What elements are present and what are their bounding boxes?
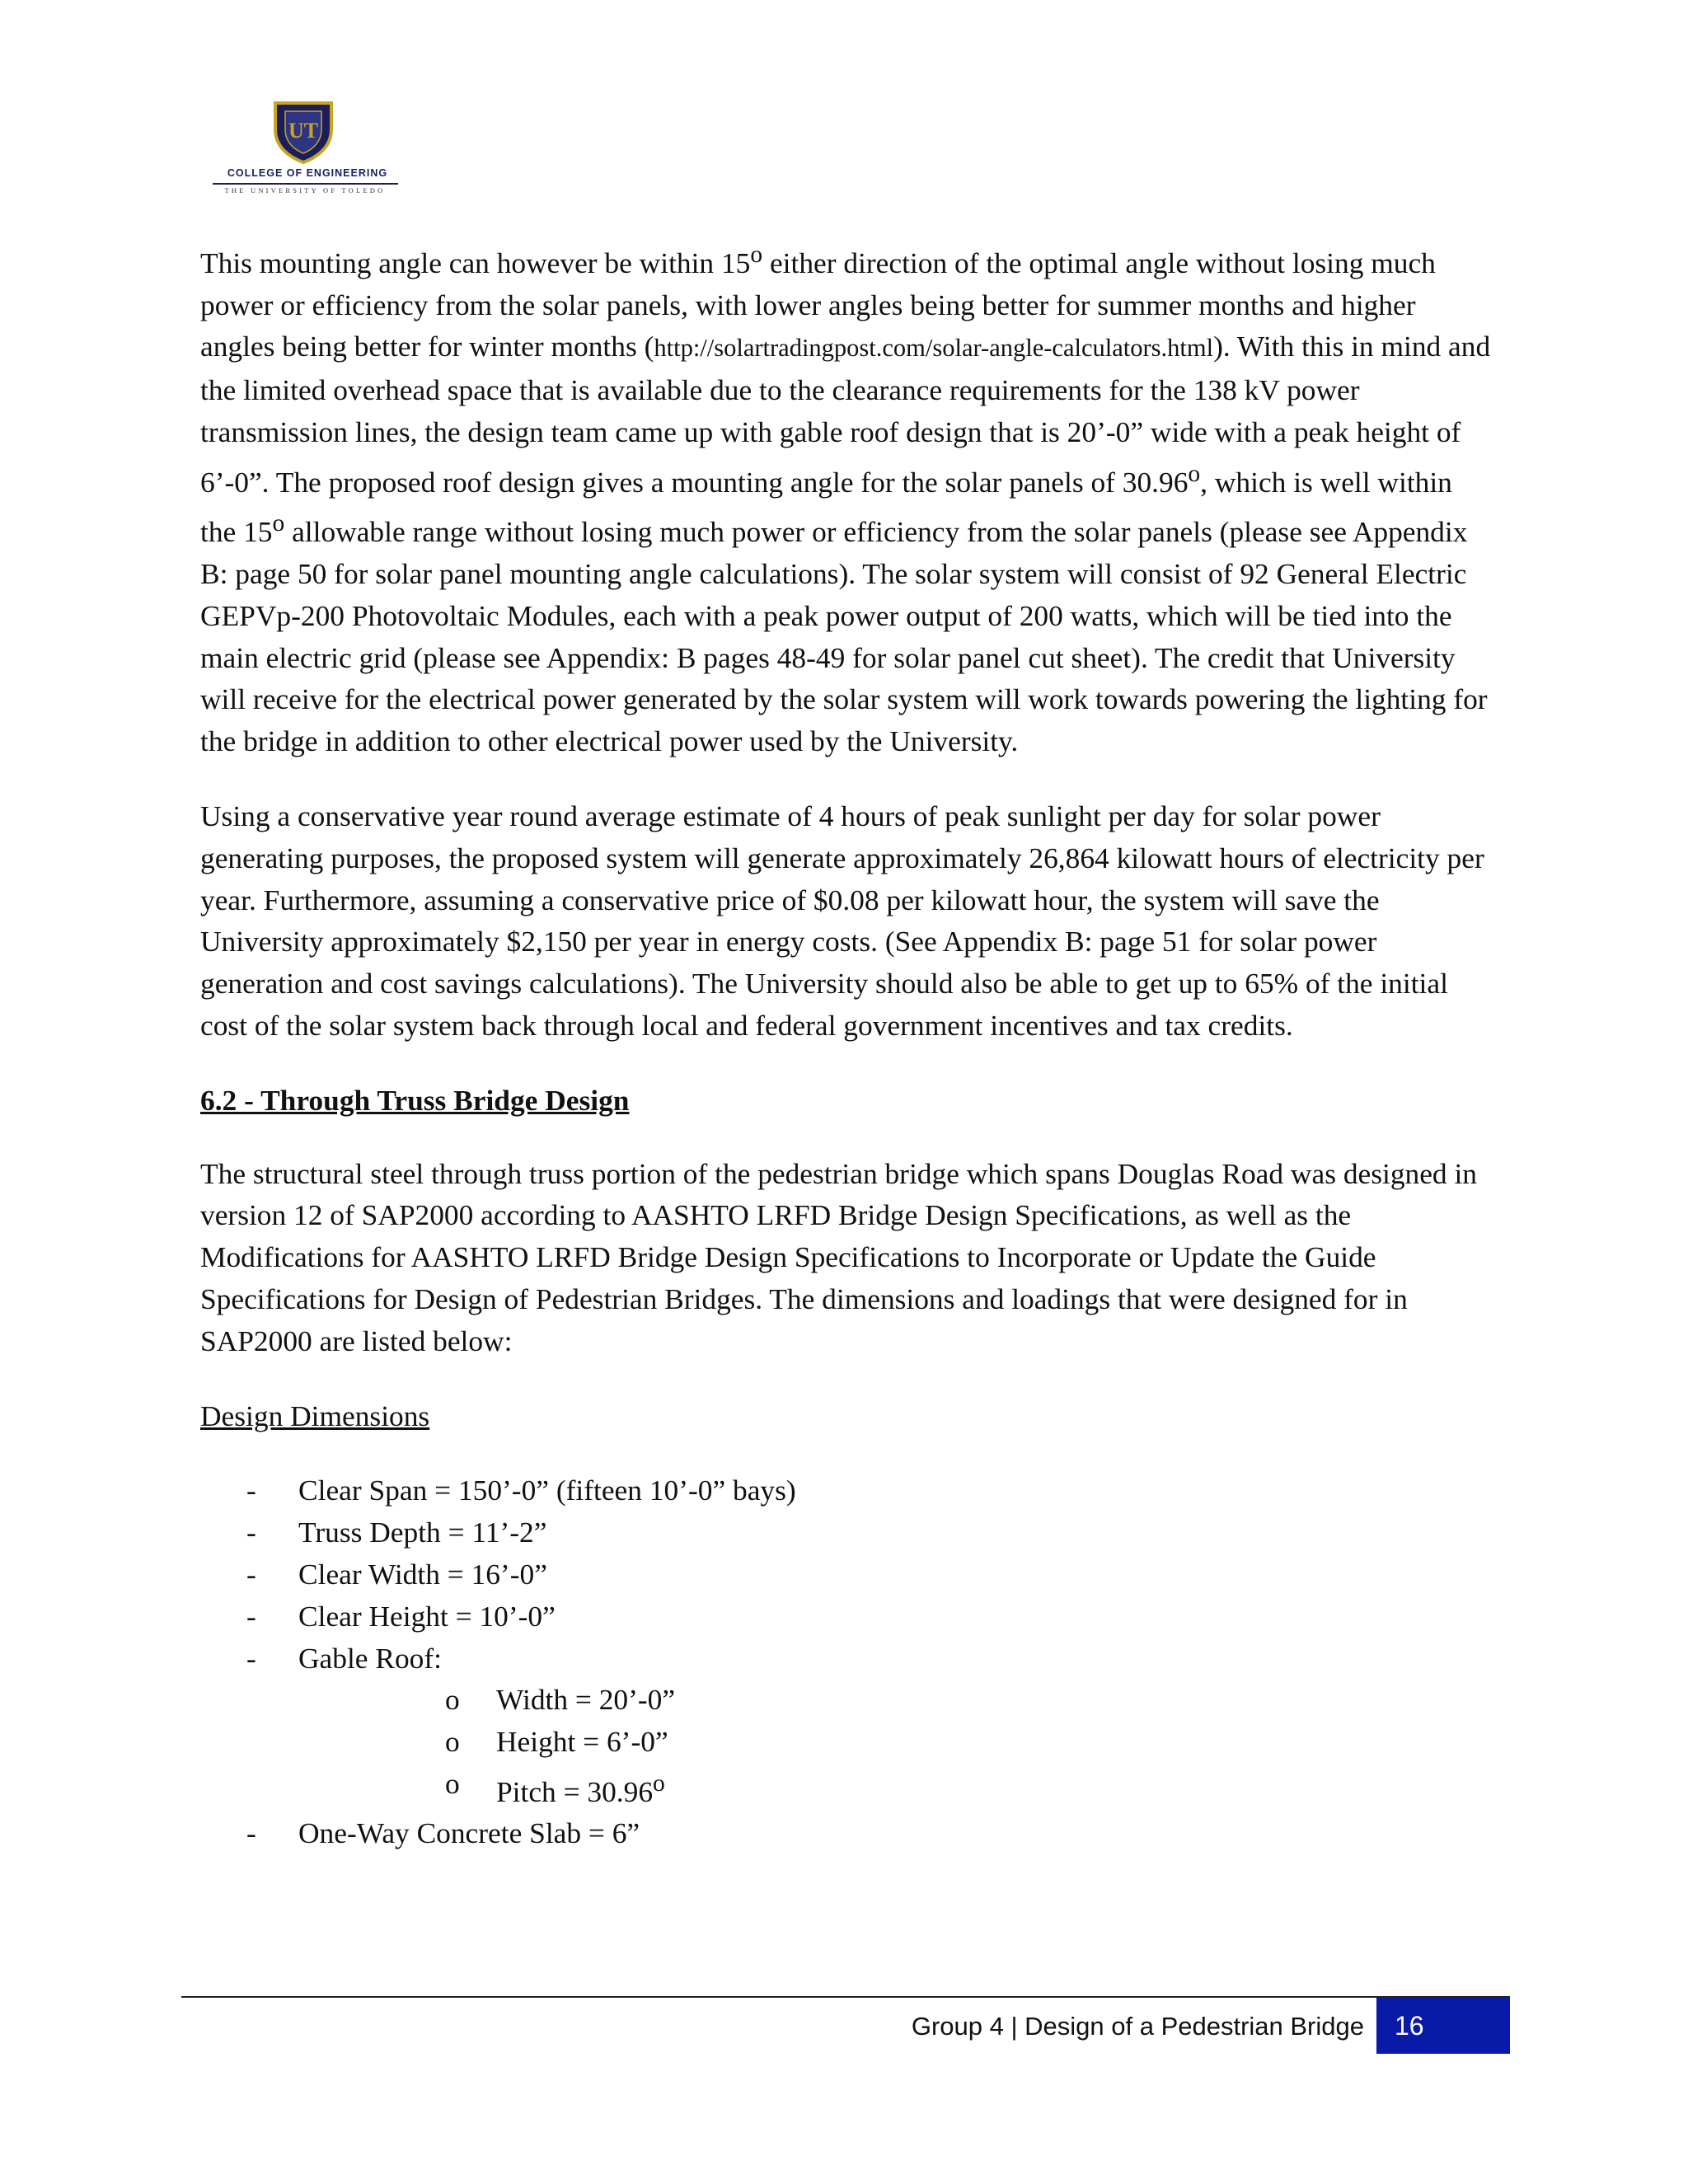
college-logo [206,97,404,196]
list-item: o Width = 20’-0” [298,1679,1494,1721]
design-dimensions-list [200,1469,1494,1854]
list-item: - Clear Height = 10’-0” [200,1596,1494,1638]
list-item: - Truss Depth = 11’-2” [200,1511,1494,1554]
bullet: - [246,1474,256,1507]
bullet: - [246,1816,256,1850]
solar-angle-link[interactable]: http://solartradingpost.com/solar-angle-calculators.html [654,334,1214,363]
bullet: - [246,1557,256,1591]
sub-bullet: o [445,1683,460,1717]
page-body [200,234,1494,1854]
list-item: - Clear Span = 150’-0” (fifteen 10’-0” bays) [200,1469,1494,1511]
bullet: - [246,1516,256,1549]
logo-divider [213,183,398,185]
degree-symbol: o [750,241,763,268]
footer-title: Group 4 | Design of a Pedestrian Bridge [911,2012,1364,2041]
paragraph-truss-design: The structural steel through truss portion of the pedestrian bridge which spans Douglas Road was designed in version 12 of SAP2000 according to AASHTO LRFD Bridge Design Specifications, as well as the Modifications for AASHTO LRFD Bridge Design Specifications to Incorporate or Update the Guide Specifications for Design of Pedestrian Bridges. The dimensions and loadings that were designed for in SAP2000 are listed below: [200,1156,1477,1357]
logo-initials: UT [288,119,319,143]
sub-bullet: o [445,1766,460,1800]
list-item: - Gable Roof: o Width = 20’-0” o Height = 6’-0” o Pitch = $30.96^o$ [200,1638,1494,1813]
bullet: - [246,1599,256,1633]
paragraph-solar-angle: This mounting angle can however be within 15$^o$ either direction of the optimal angle without losing much power or efficiency from the solar panels, with lower angles being better for summer months and higher angles being better for winter months (http://solartradingpost.com/solar-angle-calculators.html). With this in mind and the limited overhead space that is available due to the clearance requirements for the 138 kV power transmission lines, the design team came up with gable roof design that is 20’-0” wide with a peak height of 6’-0”. The proposed roof design gives a mounting angle for the solar panels of 30.96$^o$, which is well within the 15$^o$ allowable range without losing much power or efficiency from the solar panels (please see Appendix B: page 50 for solar panel mounting angle calculations). The solar system will consist of 92 General Electric GEPVp-200 Photovoltaic Modules, each with a peak power output of 200 watts, which will be tied into the main electric grid (please see Appendix: B pages 48-49 for solar panel cut sheet). The credit that University will receive for the electrical power generated by the solar system will work towards powering the lighting for the bridge in addition to other electrical power used by the University. [200,241,1491,758]
section-heading: 6.2 - Through Truss Bridge Design [200,1083,630,1117]
bullet: - [246,1641,256,1675]
degree-symbol: o [1188,460,1201,487]
footer-divider [181,1996,1510,1998]
sub-bullet: o [445,1725,460,1759]
paragraph-energy-savings: Using a conservative year round average estimate of 4 hours of peak sunlight per day for solar power generating purposes, the proposed system will generate approximately 26,864 kilowatt hours of electricity per year. Furthermore, assuming a conservative price of $0.08 per kilowatt hour, the system will save the University approximately $2,150 per year in energy costs. (See Appendix B: page 51 for solar power generation and cost savings calculations). The University should also be able to get up to 65% of the initial cost of the solar system back through local and federal government incentives and tax credits. [200,799,1484,1042]
list-item: - One-Way Concrete Slab = 6” [200,1812,1494,1854]
page-number: 16 [1376,1998,1510,2054]
degree-symbol: o [272,510,285,537]
logo-university-name: THE UNIVERSITY OF TOLEDO [224,186,386,194]
shield-icon [274,101,333,164]
list-item: o Height = 6’-0” [298,1721,1494,1763]
design-dimensions-heading: Design Dimensions [200,1399,430,1432]
list-item: - Clear Width = 16’-0” [200,1554,1494,1596]
list-item: o Pitch = $30.96^o$ [298,1763,1494,1813]
gable-roof-sublist [298,1679,1494,1812]
logo-college-name: COLLEGE OF ENGINEERING [227,167,388,179]
degree-symbol: o [653,1769,665,1797]
